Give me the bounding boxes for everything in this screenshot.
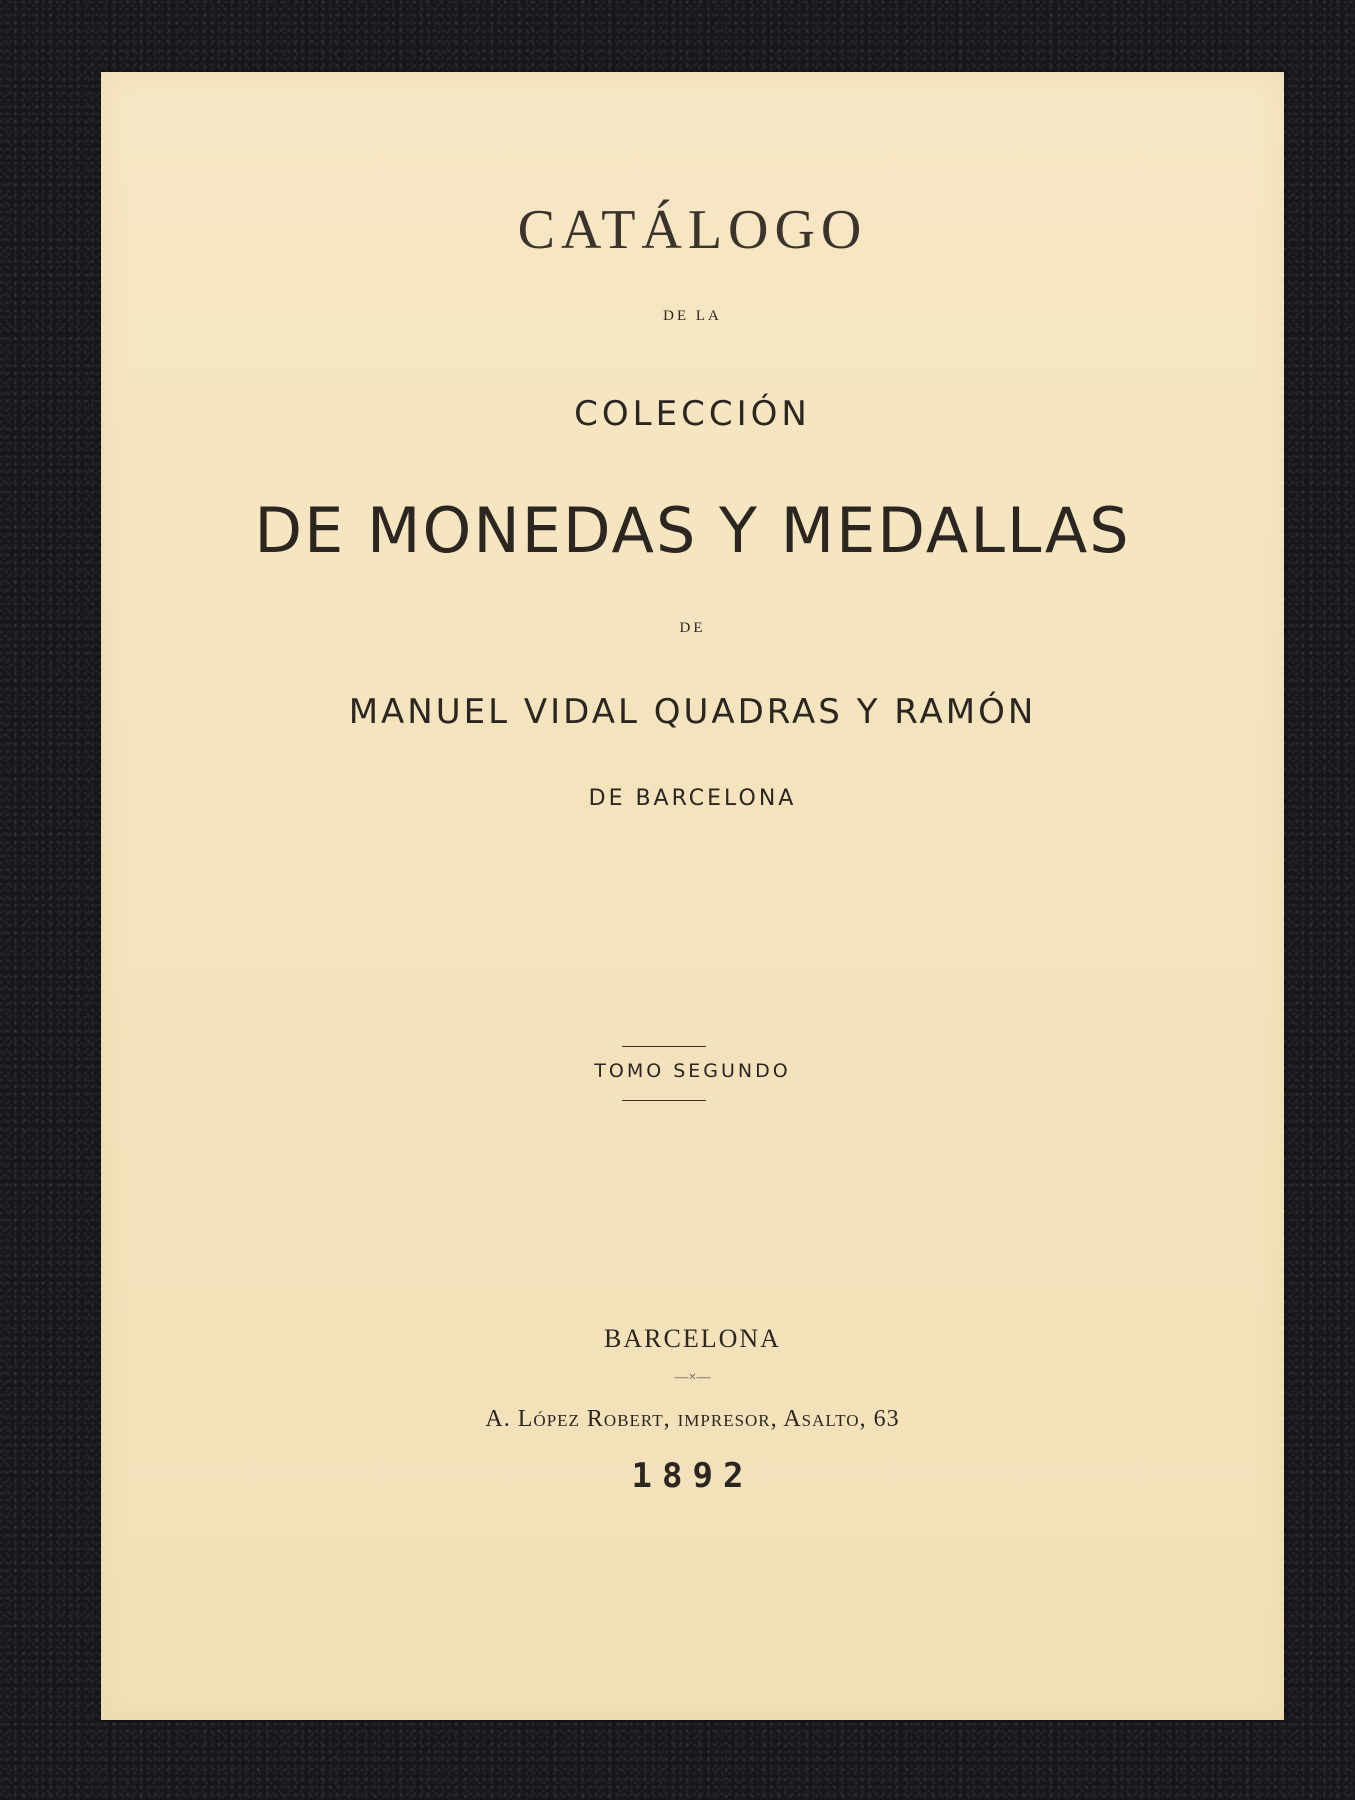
cover-volume: TOMO SEGUNDO (594, 1060, 791, 1082)
volume-rule-bottom (622, 1100, 706, 1101)
cover-title: CATÁLOGO (517, 199, 868, 261)
imprint-city: BARCELONA (604, 1324, 781, 1353)
cover-author: MANUEL VIDAL QUADRAS Y RAMÓN (348, 692, 1037, 732)
cover-de: DE (679, 620, 706, 636)
cover-subtitle: DE MONEDAS Y MEDALLAS (254, 494, 1131, 567)
cover-de-la: DE LA (663, 308, 722, 324)
imprint-ornament: —×— (674, 1370, 711, 1385)
cover-coleccion: COLECCIÓN (574, 394, 811, 434)
cover-author-city: DE BARCELONA (588, 786, 797, 811)
book-cover (101, 72, 1284, 1720)
volume-rule-top (622, 1046, 706, 1047)
imprint-year: 1892 (631, 1456, 754, 1496)
imprint-printer: A. López Robert, impresor, Asalto, 63 (485, 1406, 900, 1432)
